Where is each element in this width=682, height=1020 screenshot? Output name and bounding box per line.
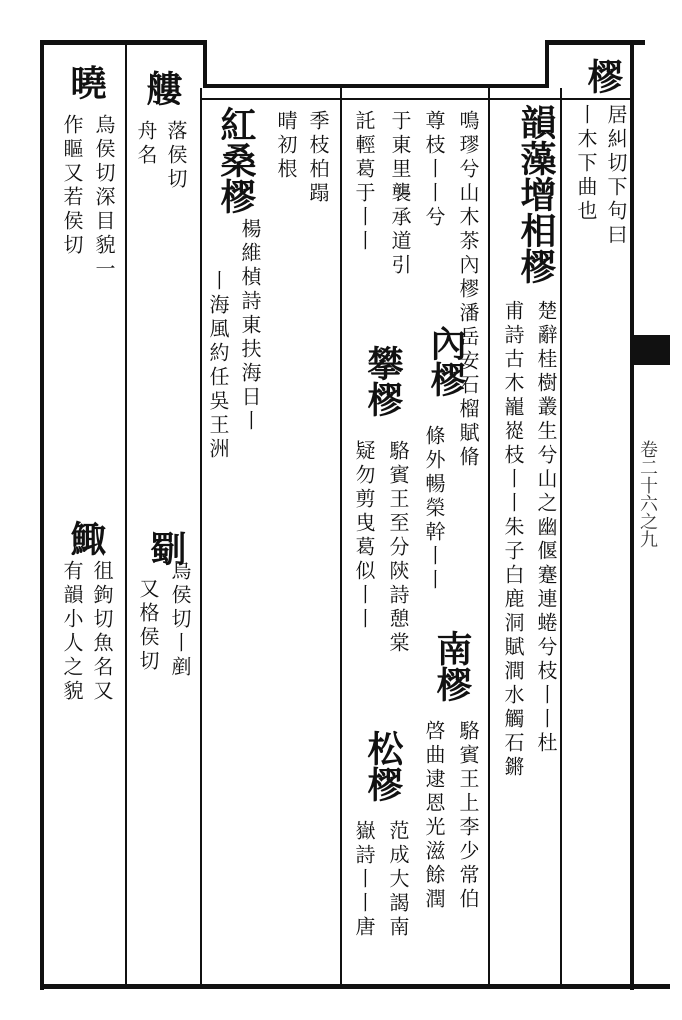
entry-text: 楚辭桂樹叢生兮山之幽偃蹇連蜷兮枝丨丨杜 (534, 300, 558, 756)
entry-text: 作瞘又若侯切 (60, 114, 84, 258)
entry-head-hongsang: 紅桑樛 (215, 106, 257, 214)
entry-text: 舟名 (134, 120, 158, 168)
border-left (40, 40, 44, 990)
entry-head-pan: 攀樛 (362, 345, 404, 417)
entry-text: 託輕葛于丨丨 (352, 110, 376, 254)
entry-head-song: 松樛 (362, 730, 404, 802)
border-bottom (40, 984, 670, 989)
entry-head-ou: 劅 (145, 530, 187, 566)
entry-text: 有韻小人之貌 (60, 560, 84, 704)
entry-head-nan: 南樛 (431, 630, 473, 702)
entry-text: 季枝柏蹋 (306, 110, 330, 206)
entry-head-nei: 內樛 (425, 325, 467, 397)
entry-head-zou: 鯫 (65, 520, 107, 556)
entry-text: 甫詩古木巃嵸枝丨丨朱子白鹿洞賦澗水觸石鏘 (501, 300, 525, 780)
entry-text: 尊枝丨丨兮 (422, 110, 446, 230)
entry-text: 晴初根 (274, 110, 298, 182)
entry-text: 駱賓王至分陝詩憩棠 (386, 440, 410, 656)
border-step-2 (545, 40, 549, 88)
entry-head-xiao: 曉 (65, 64, 107, 100)
entry-text: 條外暢榮幹丨丨 (422, 425, 446, 593)
entry-text: 于東里襲承道引 (388, 110, 412, 278)
edge-tab (634, 335, 670, 365)
entry-text: 徂鉤切魚名又 (90, 560, 114, 704)
entry-text: 嶽詩丨丨唐 (352, 820, 376, 940)
entry-text: 居糾切下句曰 (604, 104, 628, 248)
column-rule (488, 88, 490, 985)
entry-text: 烏侯切深目貌一 (92, 114, 116, 282)
column-rule (125, 40, 127, 985)
entry-text: 丨海風約任吳王洲 (206, 270, 230, 462)
entry-text: 駱賓王上李少常伯 (456, 720, 480, 912)
entry-text: 落侯切 (164, 120, 188, 192)
border-right (630, 40, 634, 990)
border-step (203, 40, 207, 88)
entry-text: 烏侯切丨剷 (168, 560, 192, 680)
entry-head-yunzao: 韻藻增相樛 (515, 104, 557, 284)
column-rule (560, 88, 562, 985)
section-rule (202, 98, 632, 100)
entry-text: 啓曲逮恩光滋餘潤 (422, 720, 446, 912)
column-rule (200, 88, 202, 985)
entry-text: 范成大謁南 (386, 820, 410, 940)
border-top-mid (203, 84, 548, 88)
entry-text: 又格侯切 (136, 578, 160, 674)
entry-head-liu: 樛 (582, 58, 624, 94)
entry-text: 疑勿剪曳葛似丨丨 (352, 440, 376, 632)
entry-text: 楊維楨詩東扶海日丨 (238, 218, 262, 434)
border-top-left (40, 40, 205, 45)
edge-marker: 卷二十六之九 (637, 440, 658, 548)
entry-text: 丨木下曲也 (574, 104, 598, 224)
column-rule (340, 88, 342, 985)
entry-head-lou: 艛 (141, 70, 183, 106)
page-frame (40, 40, 670, 995)
entry-text: 鳴璆兮山木茶內樛潘岳安石榴賦脩 (456, 110, 480, 470)
